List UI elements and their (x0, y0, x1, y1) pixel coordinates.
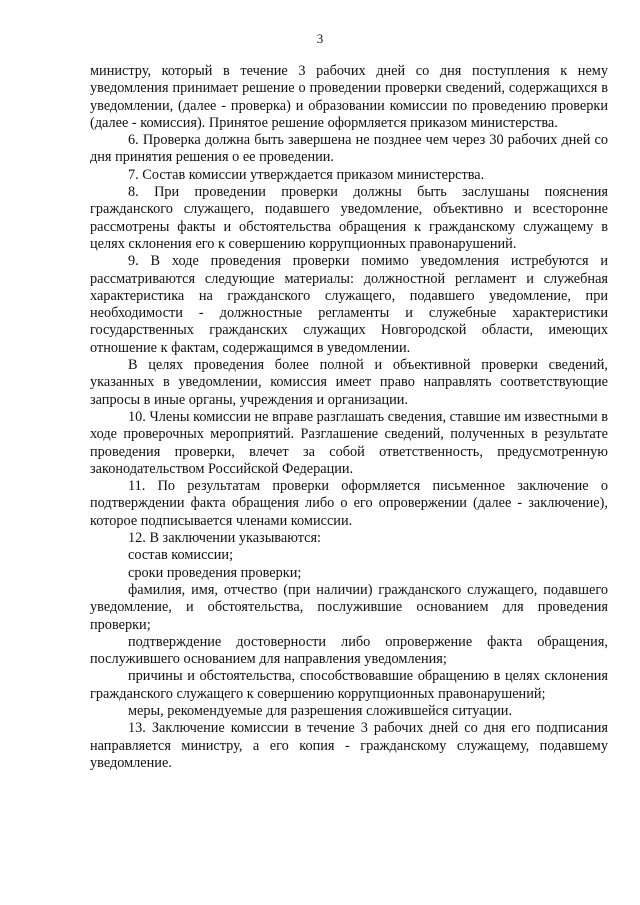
paragraph: 13. Заключение комиссии в течение 3 рабочих дней со дня его подписания направляется министру, а его копия - гражданскому служащему, подавшему уведомление. (90, 720, 608, 771)
paragraph: 7. Состав комиссии утверждается приказом министерства. (128, 166, 485, 183)
page-number: 3 (316, 31, 324, 46)
document-body (90, 63, 608, 772)
paragraph: 10. Члены комиссии не вправе разглашать сведения, ставшие им известными в ходе проверочных мероприятий. Разглашение сведений, полученных в результате проведения проверки, влечет за собой ответственность, предусмотренную законодательством Российской Федерации. (90, 408, 608, 477)
paragraph: министру, который в течение 3 рабочих дней со дня поступления к нему уведомления принимает решение о проведении проверки сведений, содержащихся в уведомлении, (далее - проверка) и образовании комиссии по проведению проверки (далее - комиссия). Принятое решение оформляется приказом министерства. (90, 63, 608, 131)
paragraph: 12. В заключении указываются: (128, 530, 322, 547)
paragraph: меры, рекомендуемые для разрешения сложившейся ситуации. (128, 702, 513, 719)
paragraph: подтверждение достоверности либо опровержение факта обращения, послужившего основанием для направления уведомления; (90, 633, 608, 668)
paragraph: сроки проведения проверки; (128, 564, 302, 581)
paragraph: 8. При проведении проверки должны быть заслушаны пояснения гражданского служащего, подавшего уведомление, объективно и всесторонне рассмотрены факты и обстоятельства обращения к гражданскому служащему в целях склонения его к совершению коррупционных правонарушений. (90, 184, 608, 252)
paragraph: состав комиссии; (128, 547, 234, 564)
paragraph: 9. В ходе проведения проверки помимо уведомления истребуются и рассматриваются следующие материалы: должностной регламент и служебная характеристика на гражданского служащего, подавшего уведомление, при необходимости - должностные регламенты и служебные характеристики государственных гражданских служащих Новгородской области, имеющих отношение к фактам, содержащимся в уведомлении. (90, 253, 608, 356)
paragraph: фамилия, имя, отчество (при наличии) гражданского служащего, подавшего уведомление, и обстоятельства, послужившие основанием для проведения проверки; (90, 581, 608, 633)
paragraph: 6. Проверка должна быть завершена не позднее чем через 30 рабочих дней со дня принятия решения о ее проведении. (90, 132, 608, 166)
paragraph: 11. По результатам проверки оформляется письменное заключение о подтверждении факта обращения либо о его опровержении (далее - заключение), которое подписывается членами комиссии. (90, 478, 608, 529)
paragraph: В целях проведения более полной и объективной проверки сведений, указанных в уведомлении, комиссия имеет право направлять соответствующие запросы в иные органы, учреждения и организации. (90, 357, 608, 408)
paragraph: причины и обстоятельства, способствовавшие обращению в целях склонения гражданского служащего к совершению коррупционных правонарушений; (90, 668, 608, 702)
